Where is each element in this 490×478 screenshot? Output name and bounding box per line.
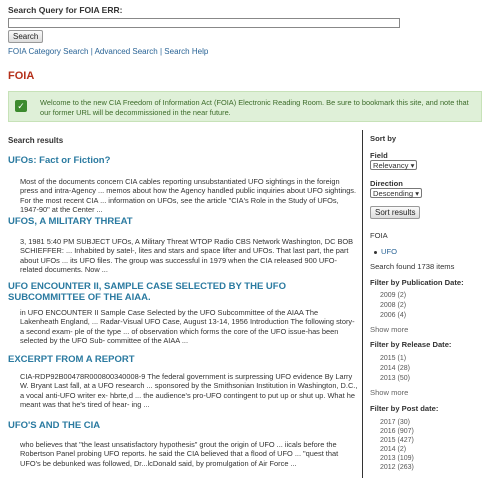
result-snippet: who believes that "the least unsatisfactory hypothesis" grout the origin of UFO ... iicals before the Robertson Panel probing UFO reports. he said the CIA believed that a flood of UFO ... "quest that UFO's be debunked was followed, Dr...lcDonald said, by promulgation of Air Force ... xyxy=(20,440,339,468)
result-item xyxy=(8,216,358,275)
search-links xyxy=(8,47,208,56)
results-heading: Search results xyxy=(8,136,64,145)
post-date-heading: Filter by Post date: xyxy=(370,404,439,413)
result-item xyxy=(8,281,358,346)
search-button[interactable]: Search xyxy=(8,30,43,43)
results-count: Search found 1738 items xyxy=(370,262,455,271)
show-more-link[interactable]: Show more xyxy=(370,388,409,397)
facet-item[interactable]: 2017 (30) xyxy=(380,419,410,426)
advanced-search-link[interactable]: Advanced Search xyxy=(94,47,158,56)
chevron-down-icon: ▾ xyxy=(410,161,415,170)
release-date-heading: Filter by Release Date: xyxy=(370,340,452,349)
facet-item[interactable]: 2016 (907) xyxy=(380,428,414,435)
active-filter[interactable] xyxy=(374,247,397,256)
sort-results-button[interactable]: Sort results xyxy=(370,206,420,219)
category-search-link[interactable]: FOIA Category Search xyxy=(8,47,89,56)
result-item xyxy=(8,155,358,215)
result-title[interactable]: EXCERPT FROM A REPORT xyxy=(8,354,135,365)
search-form xyxy=(8,5,478,43)
facet-item[interactable]: 2012 (263) xyxy=(380,464,414,471)
result-snippet: Most of the documents concern CIA cables reporting unsubstantiated UFO sightings in the foreign press and intra-Agency ... memos about how the Agency handled public inquiries about UFO sightings. For the most recent CIA ... information on UFOs, see the article "CIA's Role in the Study of UFOs, 1947-90" at the Center ... xyxy=(20,177,357,215)
result-snippet: 3, 1981 5:40 PM SUBJECT UFOs, A Military Threat WTOP Radio CBS Network Washington, DC BOB SCHIEFFER: ... Inhabited by satel-, lites and stars and space lifter and UFOs. That last part, the part about UFOs ... its UFO files. The group was successful in 1979 when the CIA released 900 UFO-related documents. Now ... xyxy=(20,237,354,275)
active-filter-term[interactable]: UFO xyxy=(381,247,398,256)
link-separator: | xyxy=(159,47,165,56)
facet-item[interactable]: 2013 (50) xyxy=(380,375,410,382)
direction-select[interactable] xyxy=(370,188,422,198)
column-divider xyxy=(362,130,363,478)
facet-item[interactable]: 2015 (1) xyxy=(380,355,407,362)
facet-item[interactable]: 2015 (427) xyxy=(380,437,414,444)
page-title: FOIA xyxy=(8,70,35,82)
result-item xyxy=(8,354,358,410)
facet-item[interactable]: 2014 (2) xyxy=(380,446,407,453)
chevron-down-icon: ▾ xyxy=(415,189,420,198)
facet-item[interactable]: 2006 (4) xyxy=(380,312,407,319)
search-input[interactable] xyxy=(8,18,400,28)
search-label: Search Query for FOIA ERR: xyxy=(8,5,123,15)
field-select-value: Relevancy xyxy=(373,161,409,170)
link-separator: | xyxy=(90,47,95,56)
facet-item[interactable]: 2013 (109) xyxy=(380,455,414,462)
show-more-link[interactable]: Show more xyxy=(370,325,409,334)
result-snippet: CIA-RDP92B00478R000800340008-9 The federal government is surpressing UFO evidence By Larry W. Bryant Last fall, at a UFO research ... sponsored by the Smithsonian Institution in Washington, D.C., a vocal anti-UFO writer ex- hbrte,d ... the audience's pro-UFO contingent to put up or shut up. What he meant was that he's tired of hear- ing ... xyxy=(20,372,358,410)
field-select[interactable] xyxy=(370,160,417,170)
publication-date-heading: Filter by Publication Date: xyxy=(370,278,464,287)
field-label: Field xyxy=(370,151,388,160)
check-icon: ✓ xyxy=(15,100,27,112)
welcome-notice xyxy=(8,91,482,122)
result-title[interactable]: UFOS, A MILITARY THREAT xyxy=(8,216,133,227)
facet-item[interactable]: 2009 (2) xyxy=(380,292,407,299)
facet-item[interactable]: 2014 (28) xyxy=(380,365,410,372)
direction-label: Direction xyxy=(370,179,403,188)
bullet-icon xyxy=(374,251,377,254)
sort-results-wrap xyxy=(370,206,420,219)
notice-text: Welcome to the new CIA Freedom of Information Act (FOIA) Electronic Reading Room. Be sure to bookmark this site, and note that our former URL will be decommissioned in the near future. xyxy=(40,98,469,117)
result-title[interactable]: UFOs: Fact or Fiction? xyxy=(8,155,111,166)
field-select-box[interactable] xyxy=(370,160,417,170)
facet-item[interactable]: 2008 (2) xyxy=(380,302,407,309)
result-item xyxy=(8,420,358,468)
direction-select-box[interactable] xyxy=(370,188,422,198)
direction-select-value: Descending xyxy=(373,189,414,198)
result-snippet: in UFO ENCOUNTER II Sample Case Selected by the UFO Subcommittee of the AIAA The Lakenheath England, ... Radar-Visual UFO Case, August 13-14, 1956 Introduction The following story-a second exam- ple of the type ... of observation which forms the core of the UFO issue-has been selected by the UFO Sub- committee of the AIAA ... xyxy=(20,308,355,346)
result-title[interactable]: UFO'S AND THE CIA xyxy=(8,420,101,431)
result-title[interactable]: UFO ENCOUNTER II, SAMPLE CASE SELECTED BY THE UFO SUBCOMMITTEE OF THE AIAA. xyxy=(8,281,286,303)
search-help-link[interactable]: Search Help xyxy=(164,47,209,56)
sort-by-heading: Sort by xyxy=(370,134,397,143)
foia-filter-label: FOIA xyxy=(370,231,388,240)
